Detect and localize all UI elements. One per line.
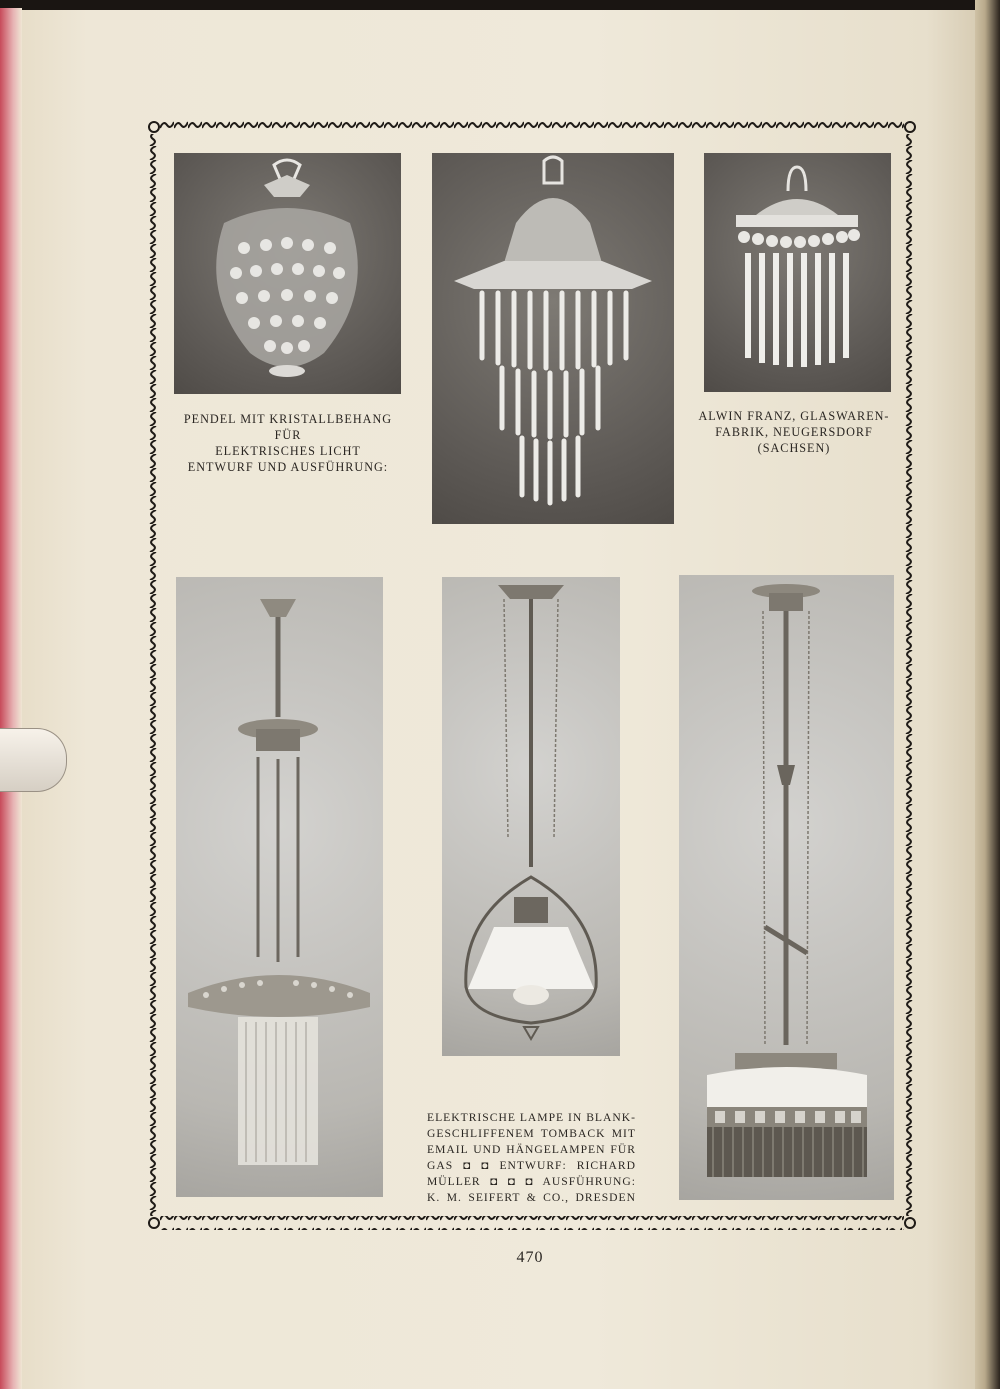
fringe-lamp-illustration [679,575,894,1200]
crystal-pendant-illustration [174,153,401,394]
tiered-chandelier-illustration [432,153,674,524]
caption-top-right [696,408,892,456]
book-right-edge [975,0,1000,1389]
caption-line: MÜLLER ◘ ◘ ◘ AUSFÜHRUNG: [427,1175,636,1188]
caption-line: FABRIK, NEUGERSDORF [715,425,873,439]
page-tab-marker [0,728,67,792]
ring-lamp-illustration [176,577,383,1197]
caption-line: ELEKTRISCHE LAMPE IN BLANK- [427,1111,636,1124]
caption-bottom [427,1110,636,1206]
hanging-gas-lamp-illustration [442,577,620,1056]
drum-pendant-illustration [704,153,891,392]
photo-drum-pendant [704,153,891,392]
caption-line: ENTWURF UND AUSFÜHRUNG: [187,460,389,474]
caption-line: K. M. SEIFERT & CO., DRESDEN [427,1191,636,1204]
caption-top-left [172,411,404,475]
photo-crystal-pendant [174,153,401,394]
caption-line: ELEKTRISCHES LICHT [215,444,361,458]
caption-line: GAS ◘ ◘ ENTWURF: RICHARD [427,1159,636,1172]
caption-line: PENDEL MIT KRISTALLBEHANG FÜR [183,412,393,442]
caption-line: (SACHSEN) [757,441,831,455]
photo-ring-lamp [176,577,383,1197]
red-page-edge [0,8,22,1389]
caption-line: GESCHLIFFENEM TOMBACK MIT [427,1127,636,1140]
photo-hanging-gas-lamp [442,577,620,1056]
photo-fringe-lamp [679,575,894,1200]
page-number: 470 [516,1249,544,1266]
photo-tiered-chandelier [432,153,674,524]
caption-line: ALWIN FRANZ, GLASWAREN- [698,409,890,423]
caption-line: EMAIL UND HÄNGELAMPEN FÜR [427,1143,636,1156]
